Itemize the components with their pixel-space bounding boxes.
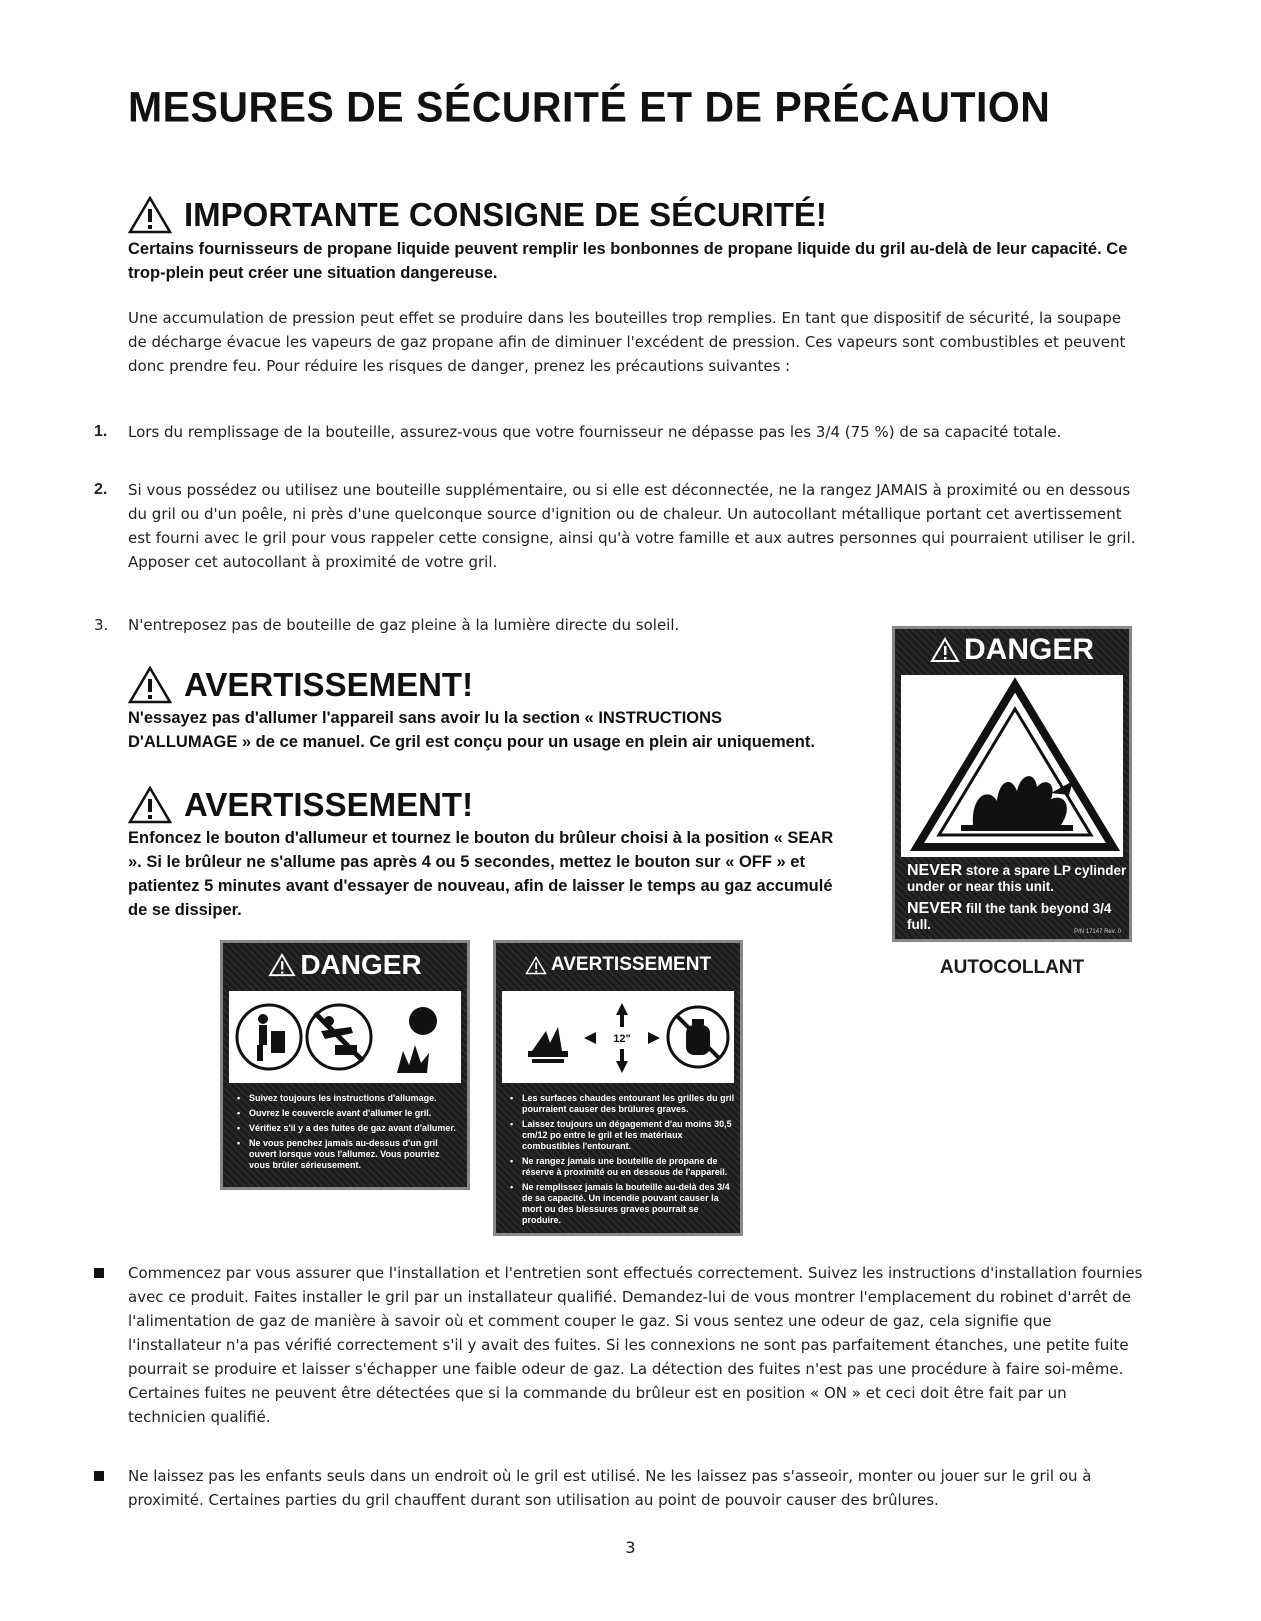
numbered-item-3 [94,613,894,637]
sticker-caption: AUTOCOLLANT [939,957,1085,978]
line-text: fill the tank beyond 3/4 full. [907,901,1112,932]
important-lead: Certains fournisseurs de propane liquide peuvent remplir les bonbonnes de propane liquide du gril au-delà de leur capacité. Ce trop-plein peut créer une situation dangereuse. [128,240,1128,282]
sticker-list-item: • Ne vous penchez jamais au-dessus d'un gril ouvert lorsque vous l'allumez. Vous pourriez vous brûler sérieusement. [237,1138,463,1171]
sticker-header-text: AVERTISSEMENT [550,954,712,975]
warning-heading-text: AVERTISSEMENT! [184,666,474,703]
danger-sticker-left [220,940,470,1190]
sticker-header [895,629,1129,671]
bullet-square-icon [94,1471,104,1481]
warning-triangle-icon [128,196,172,234]
warning-triangle-icon [128,666,172,704]
no-propane-tank-icon [668,1007,728,1067]
bullet-text: Commencez par vous assurer que l'installation et l'entretien sont effectués correctement. Suivez les instructions d'installation fournies avec ce produit. Faites installer le gril par un installateur qualifié. Demandez-lui de vous montrer l'emplacement du robinet d'arrêt de l'alimentation de gaz de manière à savoir où et comment couper le gaz. Si vous sentez une odeur de gaz, cela signifie que l'installateur n'a pas vérifié correctement s'il y avait des fuites. Si les connexions ne sont pas parfaitement étanches, une petite fuite pourrait se produire et laisser s'échapper une faible odeur de gaz. La détection des fuites n'est pas une procédure à faire soi-même. Certaines fuites ne peuvent être détectées que si la commande du brûleur est en position « ON » et ceci doit être fait par un technicien qualifié. [128,1264,1143,1426]
sticker-icon-panel [502,991,734,1083]
sticker-header [223,943,467,987]
item-text: Si vous possédez ou utilisez une bouteille supplémentaire, ou si elle est déconnectée, ne la rangez JAMAIS à proximité ou en dessous du gril ou d'un poêle, ni près d'une quelconque source d'ignition ou de chaleur. Un autocollant métallique portant cet avertissement est fourni avec le gril pour vous rappeler cette consigne, ainsi qu'à votre famille et aux autres personnes qui pourraient utiliser le gril. Apposer cet autocollant à proximité de votre gril. [128,481,1136,571]
bullet-item-1 [94,1261,1144,1429]
item-text: Lors du remplissage de la bouteille, assurez-vous que votre fournisseur ne dépasse pas les 3/4 (75 %) de sa capacité totale. [128,423,1062,441]
numbered-item-2 [94,478,1144,574]
sticker-icon-panel [901,675,1123,857]
line-text: store a spare LP cylinder under or near this unit. [907,863,1127,894]
sticker-code: P/N 17147 Rev. 0 [1074,929,1121,935]
sticker-list-item: • Les surfaces chaudes entourant les grilles du gril pourraient causer des brûlures graves. [510,1093,736,1115]
important-heading-text: IMPORTANTE CONSIGNE DE SÉCURITÉ! [184,196,827,233]
sticker-list-item: • Vérifiez s'il y a des fuites de gaz avant d'allumer. [237,1123,463,1134]
item-text: N'entreposez pas de bouteille de gaz pleine à la lumière directe du soleil. [128,616,680,634]
sticker-line-1 [907,863,1127,895]
bullet-text: Ne laissez pas les enfants seuls dans un endroit où le gril est utilisé. Ne les laissez pas s'asseoir, monter ou jouer sur le gril ou à proximité. Certaines parties du gril chauffent durant son utilisation au point de pouvoir causer des brûlures. [128,1467,1092,1509]
sticker-text [237,1093,463,1175]
fire-hazard-icon [901,675,1129,857]
warning-triangle-icon [128,786,172,824]
bullet-square-icon [94,1268,104,1278]
item-number: 1. [94,423,108,440]
sticker-list-item: • Laissez toujours un dégagement d'au moins 30,5 cm/12 po entre le gril et les matériaux combustibles l'entourant. [510,1119,736,1152]
danger-sticker-right [892,626,1132,942]
hot-surface-icon [528,1027,568,1063]
warning-heading-2 [128,786,473,824]
numbered-item-1 [94,420,1144,444]
sticker-header-text: DANGER [300,949,422,980]
warning-lead-2: Enfoncez le bouton d'allumeur et tournez le bouton du brûleur choisi à la position « SEAR ». Si le brûleur ne s'allume pas après 4 ou 5 secondes, mettez le bouton sur « OFF » et patientez 5 minutes avant d'essayer de nouveau, afin de laisser le temps au gaz accumulé de se dissiper. [128,829,834,919]
sticker-icon-panel [229,991,461,1083]
sticker-list-item: • Suivez toujours les instructions d'allumage. [237,1093,463,1104]
sticker-list-item: • Ne rangez jamais une bouteille de propane de réserve à proximité ou en dessous de l'appareil. [510,1156,736,1178]
sticker-text [510,1093,736,1230]
sticker-header-text: DANGER [963,633,1094,666]
bullet-item-2 [94,1464,1144,1512]
strong-word: NEVER [907,900,963,917]
clearance-label: 12" [613,1033,631,1045]
sticker-line-3 [907,939,1127,942]
strong-word: NEVER [907,862,963,879]
sticker-header [496,943,740,987]
warning-lead-1: N'essayez pas d'allumer l'appareil sans avoir lu la section « INSTRUCTIONS D'ALLUMAGE » de ce manuel. Ce gril est conçu pour un usage en plein air uniquement. [128,709,815,751]
page-title: MESURES DE SÉCURITÉ ET DE PRÉCAUTION [128,82,1051,132]
warning-heading-text: AVERTISSEMENT! [184,786,474,823]
important-heading [128,196,827,234]
sticker-list-item: • Ouvrez le couvercle avant d'allumer le gril. [237,1108,463,1119]
item-number: 2. [94,481,108,498]
warning-heading-1 [128,666,473,704]
item-number: 3. [94,616,109,634]
read-manual-icon [237,1005,301,1069]
warning-triangle-icon [268,953,296,977]
important-body: Une accumulation de pression peut effet se produire dans les bouteilles trop remplies. En tant que dispositif de sécurité, la soupape de décharge évacue les vapeurs de gaz propane afin de diminuer l'excédent de pression. Ces vapeurs sont combustibles et peuvent donc prendre feu. Pour réduire les risques de danger, prenez les précautions suivantes : [128,309,1126,375]
no-leaning-over-grill-icon [307,1005,371,1069]
warning-triangle-icon [525,956,547,975]
explosion-icon [397,1007,437,1073]
page-number: 3 [625,1538,636,1557]
sticker-list-item: • Ne remplissez jamais la bouteille au-delà des 3/4 de sa capacité. Un incendie pouvant causer la mort ou des blessures graves pourrait se produire. [510,1182,736,1226]
warning-sticker-middle [493,940,743,1236]
warning-triangle-icon [930,637,960,663]
